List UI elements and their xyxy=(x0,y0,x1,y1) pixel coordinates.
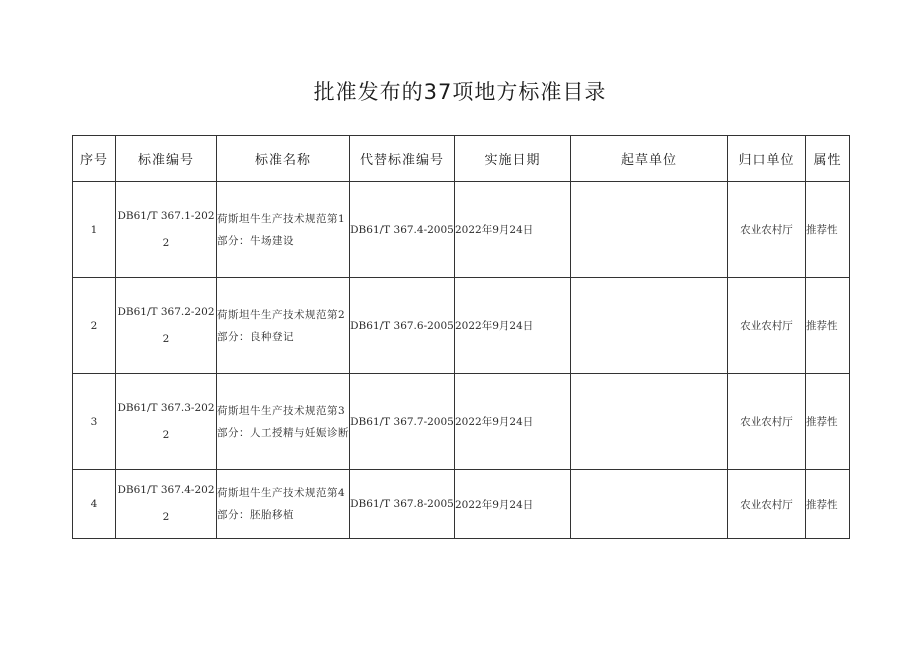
standards-table xyxy=(72,135,850,539)
cell-drafter xyxy=(571,374,728,470)
cell-date: 2022年9月24日 xyxy=(455,182,571,278)
cell-date: 2022年9月24日 xyxy=(455,470,571,539)
page-title: 批准发布的37项地方标准目录 xyxy=(313,80,607,104)
cell-replaced: DB61/T 367.8-2005 xyxy=(350,470,455,539)
cell-drafter xyxy=(571,182,728,278)
header-replaced: 代替标准编号 xyxy=(350,136,455,182)
cell-seq: 1 xyxy=(73,182,116,278)
cell-dept: 农业农村厅 xyxy=(728,182,806,278)
table-row xyxy=(73,278,850,374)
header-code: 标准编号 xyxy=(116,136,217,182)
cell-code: DB61/T 367.3-2022 xyxy=(116,374,217,470)
cell-replaced: DB61/T 367.6-2005 xyxy=(350,278,455,374)
cell-replaced: DB61/T 367.7-2005 xyxy=(350,374,455,470)
cell-attr: 推荐性 xyxy=(806,470,850,539)
cell-code: DB61/T 367.4-2022 xyxy=(116,470,217,539)
header-date: 实施日期 xyxy=(455,136,571,182)
header-attr: 属性 xyxy=(806,136,850,182)
header-seq: 序号 xyxy=(73,136,116,182)
cell-replaced: DB61/T 367.4-2005 xyxy=(350,182,455,278)
cell-seq: 4 xyxy=(73,470,116,539)
header-dept: 归口单位 xyxy=(728,136,806,182)
cell-attr: 推荐性 xyxy=(806,182,850,278)
cell-seq: 2 xyxy=(73,278,116,374)
cell-drafter xyxy=(571,470,728,539)
cell-seq: 3 xyxy=(73,374,116,470)
cell-dept: 农业农村厅 xyxy=(728,374,806,470)
cell-code: DB61/T 367.1-2022 xyxy=(116,182,217,278)
table-header-row xyxy=(73,136,850,182)
table-row xyxy=(73,470,850,539)
cell-date: 2022年9月24日 xyxy=(455,278,571,374)
cell-name: 荷斯坦牛生产技术规范第4部分：胚胎移植 xyxy=(217,470,350,539)
cell-attr: 推荐性 xyxy=(806,278,850,374)
cell-name: 荷斯坦牛生产技术规范第3部分：人工授精与妊娠诊断 xyxy=(217,374,350,470)
cell-name: 荷斯坦牛生产技术规范第1部分：牛场建设 xyxy=(217,182,350,278)
table-row xyxy=(73,374,850,470)
header-drafter: 起草单位 xyxy=(571,136,728,182)
cell-dept: 农业农村厅 xyxy=(728,470,806,539)
cell-dept: 农业农村厅 xyxy=(728,278,806,374)
header-name: 标准名称 xyxy=(217,136,350,182)
cell-code: DB61/T 367.2-2022 xyxy=(116,278,217,374)
cell-attr: 推荐性 xyxy=(806,374,850,470)
cell-name: 荷斯坦牛生产技术规范第2部分：良种登记 xyxy=(217,278,350,374)
cell-date: 2022年9月24日 xyxy=(455,374,571,470)
table-row xyxy=(73,182,850,278)
cell-drafter xyxy=(571,278,728,374)
